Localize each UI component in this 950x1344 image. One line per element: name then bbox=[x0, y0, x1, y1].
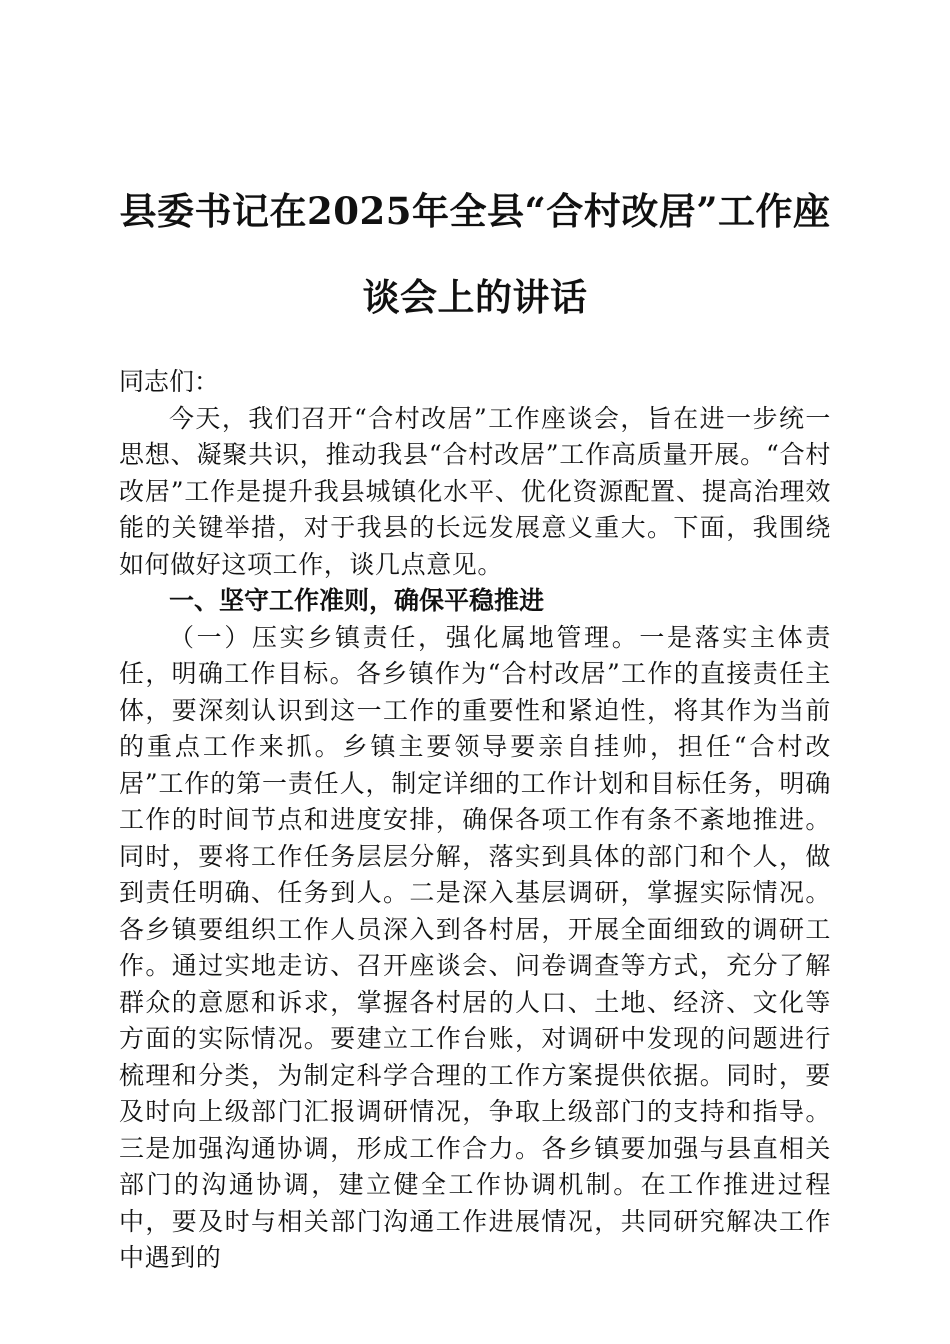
section-heading-1: 一、坚守工作准则，确保平稳推进 bbox=[169, 586, 545, 615]
title-line-1: 县委书记在2025年全县“合村改居”工作座 bbox=[119, 189, 831, 233]
salutation: 同志们： bbox=[119, 367, 220, 396]
title-line-2: 谈会上的讲话 bbox=[362, 275, 588, 319]
section-1-paragraph-1: （一）压实乡镇责任，强化属地管理。一是落实主体责任，明确工作目标。各乡镇作为“合村改居”工作的直接责任主体，要深刻认识到这一工作的重要性和紧迫性，将其作为当前的重点工作来抓。乡镇主要领导要亲自挂帅，担任“合村改居”工作的第一责任人，制定详细的工作计划和目标任务，明确工作的时间节点和进度安排，确保各项工作有条不紊地推进。同时，要将工作任务层层分解，落实到具体的部门和个人，做到责任明确、任务到人。二是深入基层调研，掌握实际情况。各乡镇要组织工作人员深入到各村居，开展全面细致的调研工作。通过实地走访、召开座谈会、问卷调查等方式，充分了解群众的意愿和诉求，掌握各村居的人口、土地、经济、文化等方面的实际情况。要建立工作台账，对调研中发现的问题进行梳理和分类，为制定科学合理的工作方案提供依据。同时，要及时向上级部门汇报调研情况，争取上级部门的支持和指导。三是加强沟通协调，形成工作合力。各乡镇要加强与县直相关部门的沟通协调，建立健全工作协调机制。在工作推进过程中，要及时与相关部门沟通工作进展情况，共同研究解决工作中遇到的 bbox=[119, 622, 831, 1272]
document-body bbox=[119, 364, 831, 1277]
document-title bbox=[110, 168, 840, 340]
intro-paragraph: 今天，我们召开“合村改居”工作座谈会，旨在进一步统一思想、凝聚共识，推动我县“合村改居”工作高质量开展。“合村改居”工作是提升我县城镇化水平、优化资源配置、提高治理效能的关键举措，对于我县的长远发展意义重大。下面，我围绕如何做好这项工作，谈几点意见。 bbox=[119, 403, 831, 579]
